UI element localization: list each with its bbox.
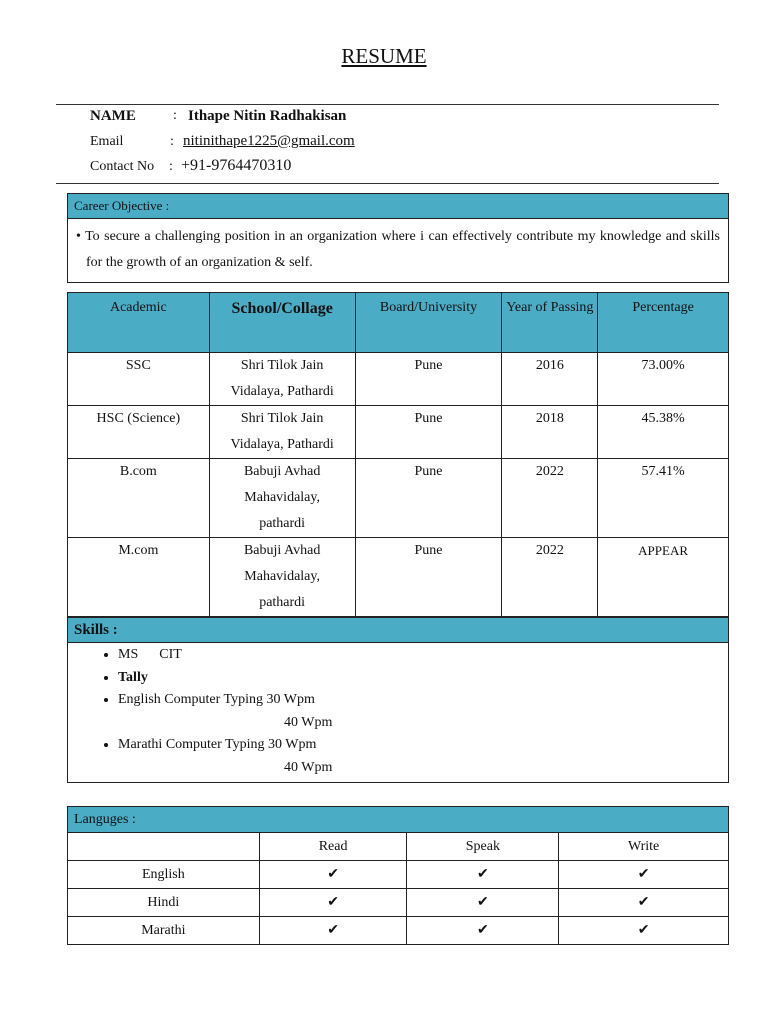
email-colon: : [170,134,174,149]
list-item: • English Computer Typing 30 Wpm 40 Wpm [118,689,728,734]
top-divider [56,104,719,105]
year-cell: 2022 [502,538,598,617]
table-row [68,861,729,889]
header-school: School/Collage [209,293,355,353]
header-language [68,833,260,861]
year-cell: 2022 [502,459,598,538]
skills-section [67,617,729,783]
list-item-sub: 40 Wpm [284,759,333,775]
academic-cell: M.com [68,538,210,617]
email-link[interactable]: nitinithape1225@gmail.com [183,133,355,149]
header-percentage: Percentage [598,293,729,353]
header-write: Write [559,833,729,861]
board-cell: Pune [355,459,502,538]
board-cell: Pune [355,406,502,459]
checkmark-icon: ✔ [407,861,559,889]
table-row [68,538,729,617]
table-row [68,406,729,459]
school-cell: Babuji Avhad Mahavidalay, pathardi [209,459,355,538]
name-colon: : [173,108,177,123]
language-name: Marathi [68,917,260,945]
percentage-cell: APPEAR [598,538,729,617]
percentage-cell: 57.41% [598,459,729,538]
table-row [68,889,729,917]
list-item: • MS CIT [118,644,728,667]
checkmark-icon: ✔ [259,861,407,889]
year-cell: 2018 [502,406,598,459]
checkmark-icon: ✔ [559,861,729,889]
resume-title: RESUME [341,44,427,68]
checkmark-icon: ✔ [407,889,559,917]
checkmark-icon: ✔ [559,917,729,945]
percentage-cell: 45.38% [598,406,729,459]
languages-header-row [68,833,729,861]
name-value: Ithape Nitin Radhakisan [188,108,347,124]
academic-cell: SSC [68,353,210,406]
board-cell: Pune [355,353,502,406]
school-cell: Shri Tilok Jain Vidalaya, Pathardi [209,406,355,459]
contact-value: +91-9764470310 [181,157,292,174]
checkmark-icon: ✔ [559,889,729,917]
education-table [67,292,729,617]
header-board: Board/University [355,293,502,353]
table-row [68,353,729,406]
skills-body [68,643,729,783]
skills-list [68,644,728,780]
academic-cell: B.com [68,459,210,538]
header-year: Year of Passing [502,293,598,353]
header-academic: Academic [68,293,210,353]
language-name: English [68,861,260,889]
board-cell: Pune [355,538,502,617]
skills-title: Skills : [68,618,729,643]
contact-label: Contact No [90,159,155,174]
languages-title: Languges : [68,807,729,833]
languages-table [67,806,729,945]
name-label: NAME [90,108,136,124]
bottom-divider [56,183,719,184]
table-row [68,459,729,538]
list-item: • Tally [118,667,728,690]
contact-colon: : [169,159,173,174]
checkmark-icon: ✔ [259,917,407,945]
school-cell: Shri Tilok Jain Vidalaya, Pathardi [209,353,355,406]
language-name: Hindi [68,889,260,917]
checkmark-icon: ✔ [259,889,407,917]
academic-cell: HSC (Science) [68,406,210,459]
year-cell: 2016 [502,353,598,406]
career-objective-title: Career Objective : [68,194,729,219]
school-cell: Babuji Avhad Mahavidalay, pathardi [209,538,355,617]
career-objective-text: • To secure a challenging position in an organization where i can effectively contribute my knowledge and skills for the growth of an organization & self. [68,219,729,283]
career-objective-section [67,193,729,283]
header-read: Read [259,833,407,861]
checkmark-icon: ✔ [407,917,559,945]
list-item-sub: 40 Wpm [284,714,333,730]
percentage-cell: 73.00% [598,353,729,406]
table-row [68,917,729,945]
email-label: Email [90,134,124,149]
header-speak: Speak [407,833,559,861]
education-header-row [68,293,729,353]
list-item: • Marathi Computer Typing 30 Wpm 40 Wpm [118,734,728,779]
